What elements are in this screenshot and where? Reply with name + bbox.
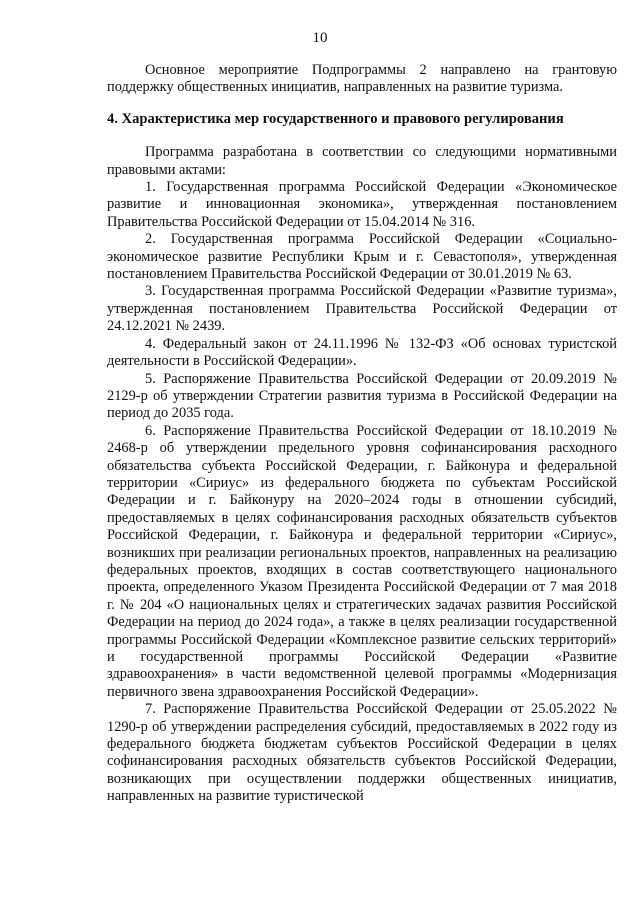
list-item: 1. Государственная программа Российской Федерации «Экономическое развитие и инновационная экономика», утвержденная постановлением Правительства Российской Федерации от 15.04.2014 № 316. — [107, 179, 617, 230]
section-heading: 4. Характеристика мер государственного и правового регулирования — [107, 110, 564, 127]
document-body — [107, 62, 617, 806]
list-item: 6. Распоряжение Правительства Российской Федерации от 18.10.2019 № 2468-р об утверждении предельного уровня софинансирования расходного обязательства субъекта Российской Федерации, г. Байконура и федеральной территории «Сириус» из федерального бюджета по субъектам Российской Федерации и г. Байконуру на 2020–2024 годы в отношении субсидий, предоставляемых в целях софинансирования расходных обязательств субъектов Российской Федерации, г. Байконура и федеральной территории «Сириус», возникших при реализации региональных проектов, направленных на реализацию федеральных проектов, входящих в состав соответствующего национального проекта, определенного Указом Президента Российской Федерации от 7 мая 2018 г. № 204 «О национальных целях и стратегических задачах развития Российской Федерации на период до 2024 года», а также в целях реализации государственной программы Российской Федерации «Комплексное развитие сельских территорий» и государственной программы Российской Федерации «Развитие здравоохранения» в части ведомственной целевой программы «Модернизация первичного звена здравоохранения Российской Федерации». — [107, 422, 617, 700]
list-item: 4. Федеральный закон от 24.11.1996 № 132-ФЗ «Об основах туристской деятельности в Российской Федерации». — [107, 335, 617, 370]
list-item: 5. Распоряжение Правительства Российской Федерации от 20.09.2019 № 2129-р об утверждении Стратегии развития туризма в Российской Федерации на период до 2035 года. — [107, 370, 617, 422]
page-number: 10 — [312, 30, 328, 46]
list-item: 3. Государственная программа Российской Федерации «Развитие туризма», утвержденная постановлением Правительства Российской Федерации от 24.12.2021 № 2439. — [107, 283, 617, 335]
list-item: 7. Распоряжение Правительства Российской Федерации от 25.05.2022 № 1290-р об утверждении распределения субсидий, предоставляемых в 2022 году из федерального бюджета бюджетам субъектов Российской Федерации в целях софинансирования расходных обязательств субъектов Российской Федерации, возникающих при осуществлении поддержки общественных инициатив, направленных на развитие туристической — [107, 701, 617, 805]
list-item: 2. Государственная программа Российской Федерации «Социально-экономическое развитие Республики Крым и г. Севастополя», утвержденная постановлением Правительства Российской Федерации от 30.01.2019 № 63. — [107, 231, 617, 283]
intro-paragraph: Основное мероприятие Подпрограммы 2 направлено на грантовую поддержку общественных инициатив, направленных на развитие туризма. — [107, 62, 617, 96]
lead-paragraph: Программа разработана в соответствии со следующими нормативными правовыми актами: — [107, 144, 617, 178]
